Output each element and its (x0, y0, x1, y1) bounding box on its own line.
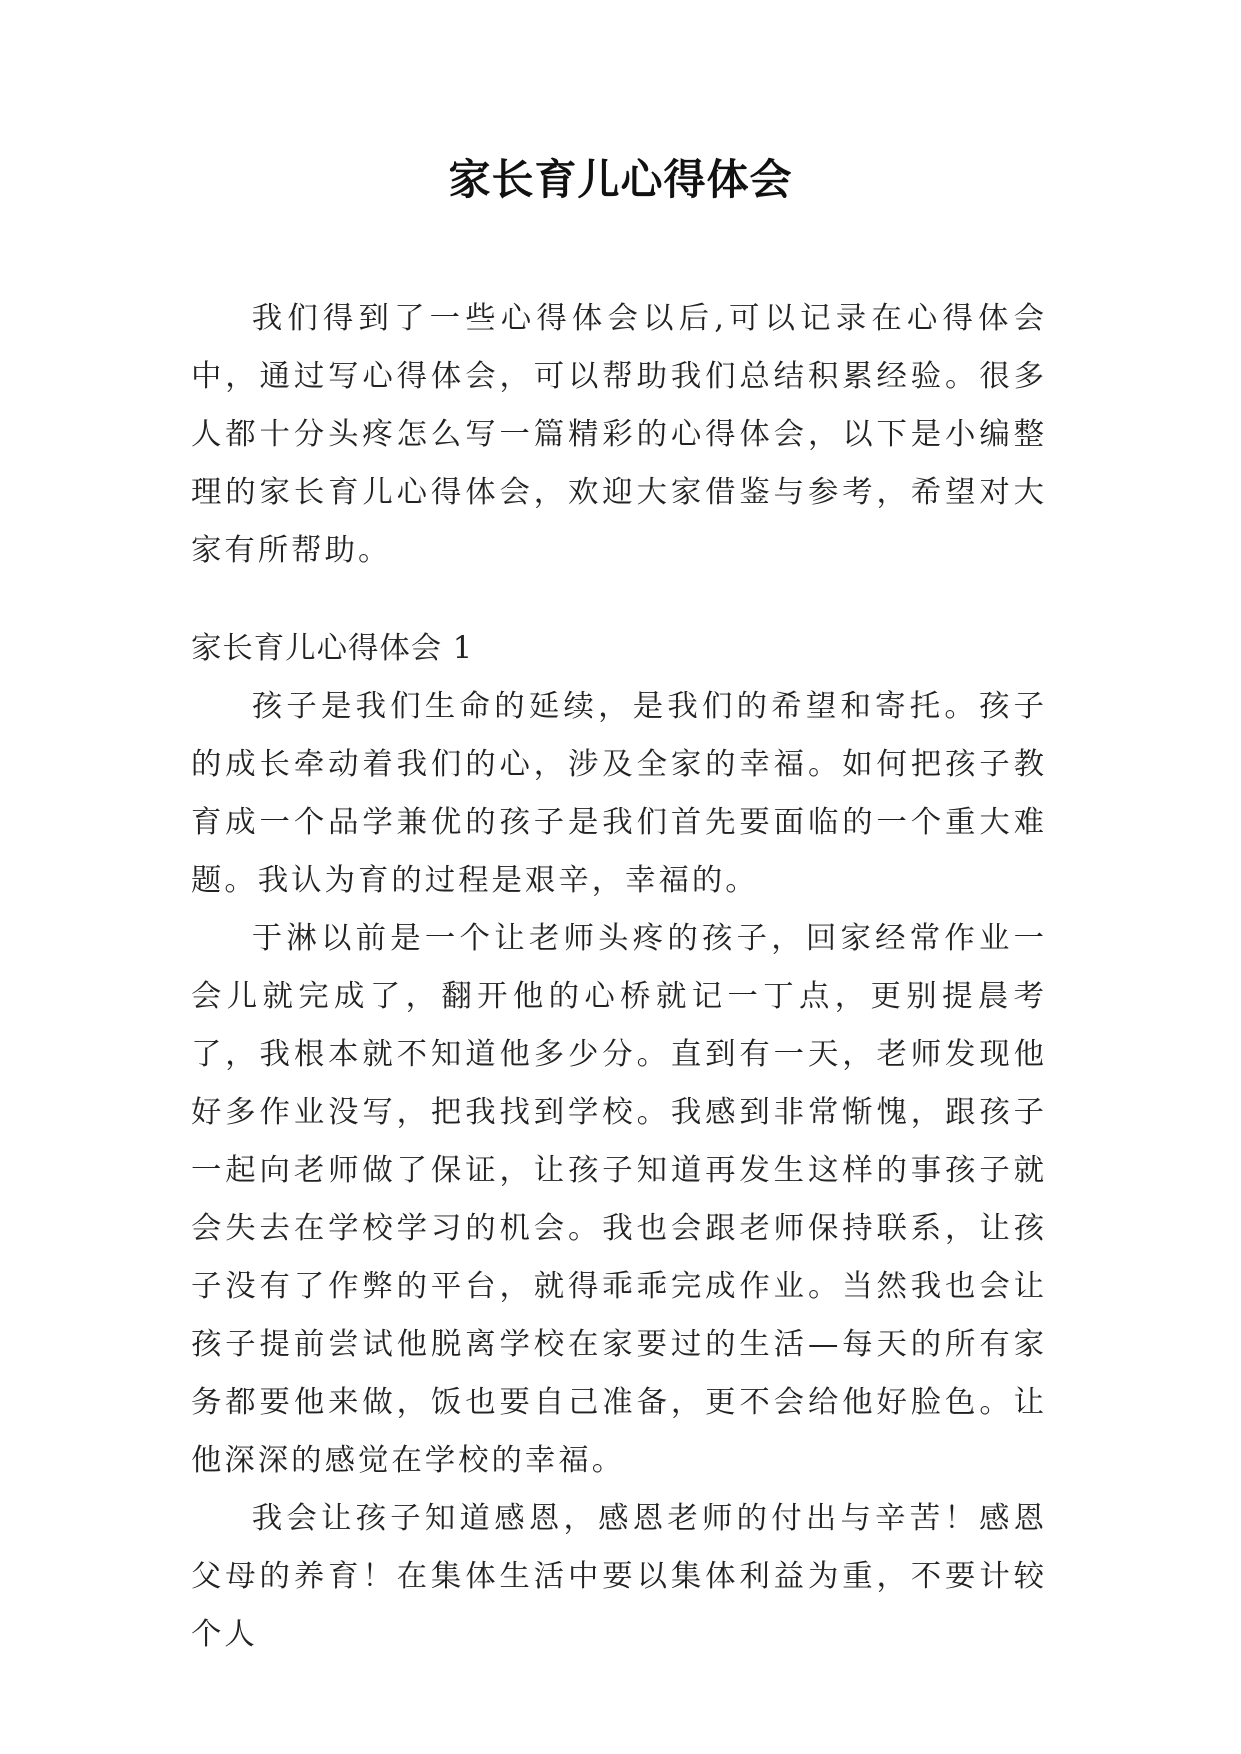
document-title: 家长育儿心得体会 (448, 155, 793, 204)
body-paragraph: 于淋以前是一个让老师头疼的孩子，回家经常作业一会儿就完成了，翻开他的心桥就记一丁点，更别提晨考了，我根本就不知道他多少分。直到有一天，老师发现他好多作业没写，把我找到学校。我感到非常惭愧，跟孩子一起向老师做了保证，让孩子知道再发生这样的事孩子就会失去在学校学习的机会。我也会跟老师保持联系，让孩子没有了作弊的平台，就得乖乖完成作业。当然我也会让孩子提前尝试他脱离学校在家要过的生活—每天的所有家务都要他来做，饭也要自己准备，更不会给他好脸色。让他深深的感觉在学校的幸福。 (191, 921, 1047, 1478)
document-body (191, 290, 1047, 1664)
body-paragraph: 孩子是我们生命的延续，是我们的希望和寄托。孩子的成长牵动着我们的心，涉及全家的幸福。如何把孩子教育成一个品学兼优的孩子是我们首先要面临的一个重大难题。我认为育的过程是艰辛，幸福的。 (191, 689, 1047, 898)
section-heading: 家长育儿心得体会 1 (191, 631, 474, 666)
body-paragraph: 我会让孩子知道感恩，感恩老师的付出与辛苦！感恩父母的养育！在集体生活中要以集体利益为重，不要计较个人 (191, 1501, 1047, 1652)
intro-paragraph: 我们得到了一些心得体会以后,可以记录在心得体会中，通过写心得体会，可以帮助我们总结积累经验。很多人都十分头疼怎么写一篇精彩的心得体会，以下是小编整理的家长育儿心得体会，欢迎大家借鉴与参考，希望对大家有所帮助。 (191, 301, 1047, 568)
